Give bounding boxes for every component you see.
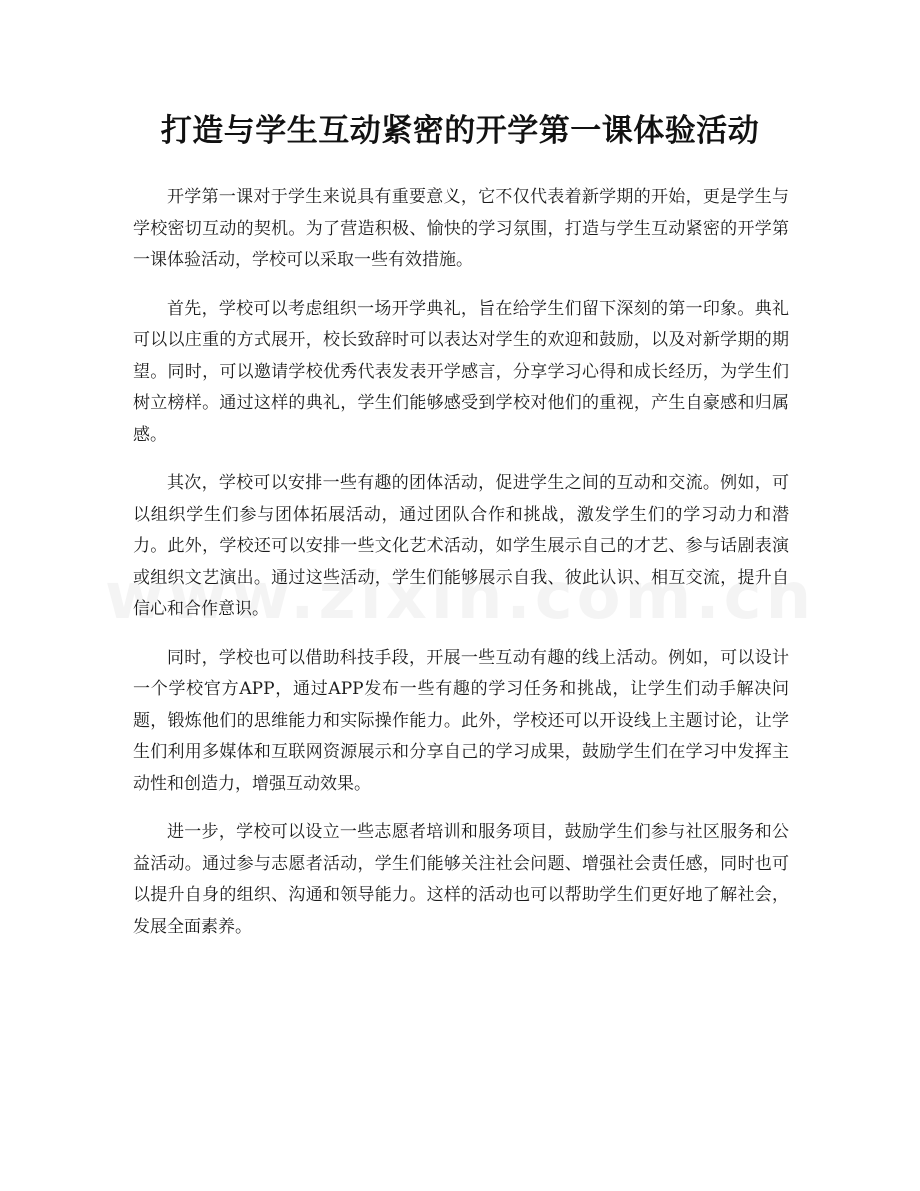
paragraph-online-activities: 同时，学校也可以借助科技手段，开展一些互动有趣的线上活动。例如，可以设计一个学校官方APP，通过APP发布一些有趣的学习任务和挑战，让学生们动手解决问题，锻炼他们的思维能力和实际操作能力。此外，学校还可以开设线上主题讨论，让学生们利用多媒体和互联网资源展示和分享自己的学习成果，鼓励学生们在学习中发挥主动性和创造力，增强互动效果。 bbox=[133, 647, 789, 794]
paragraph-volunteer: 进一步，学校可以设立一些志愿者培训和服务项目，鼓励学生们参与社区服务和公益活动。通过参与志愿者活动，学生们能够关注社会问题、增强社会责任感，同时也可以提升自身的组织、沟通和领导能力。这样的活动也可以帮助学生们更好地了解社会，发展全面素养。 bbox=[133, 822, 789, 937]
paragraph-group-activities: 其次，学校可以安排一些有趣的团体活动，促进学生之间的互动和交流。例如，可以组织学生们参与团体拓展活动，通过团队合作和挑战，激发学生们的学习动力和潜力。此外，学校还可以安排一些文化艺术活动，如学生展示自己的才艺、参与话剧表演或组织文艺演出。通过这些活动，学生们能够展示自我、彼此认识、相互交流，提升自信心和合作意识。 bbox=[133, 473, 789, 619]
document-title: 打造与学生互动紧密的开学第一课体验活动 bbox=[160, 113, 760, 149]
document-body bbox=[133, 182, 789, 960]
paragraph-intro: 开学第一课对于学生来说具有重要意义，它不仅代表着新学期的开始，更是学生与学校密切互动的契机。为了营造积极、愉快的学习氛围，打造与学生互动紧密的开学第一课体验活动，学校可以采取一些有效措施。 bbox=[133, 187, 789, 270]
paragraph-ceremony: 首先，学校可以考虑组织一场开学典礼，旨在给学生们留下深刻的第一印象。典礼可以以庄重的方式展开，校长致辞时可以表达对学生的欢迎和鼓励，以及对新学期的期望。同时，可以邀请学校优秀代表发表开学感言，分享学习心得和成长经历，为学生们树立榜样。通过这样的典礼，学生们能够感受到学校对他们的重视，产生自豪感和归属感。 bbox=[133, 298, 789, 445]
